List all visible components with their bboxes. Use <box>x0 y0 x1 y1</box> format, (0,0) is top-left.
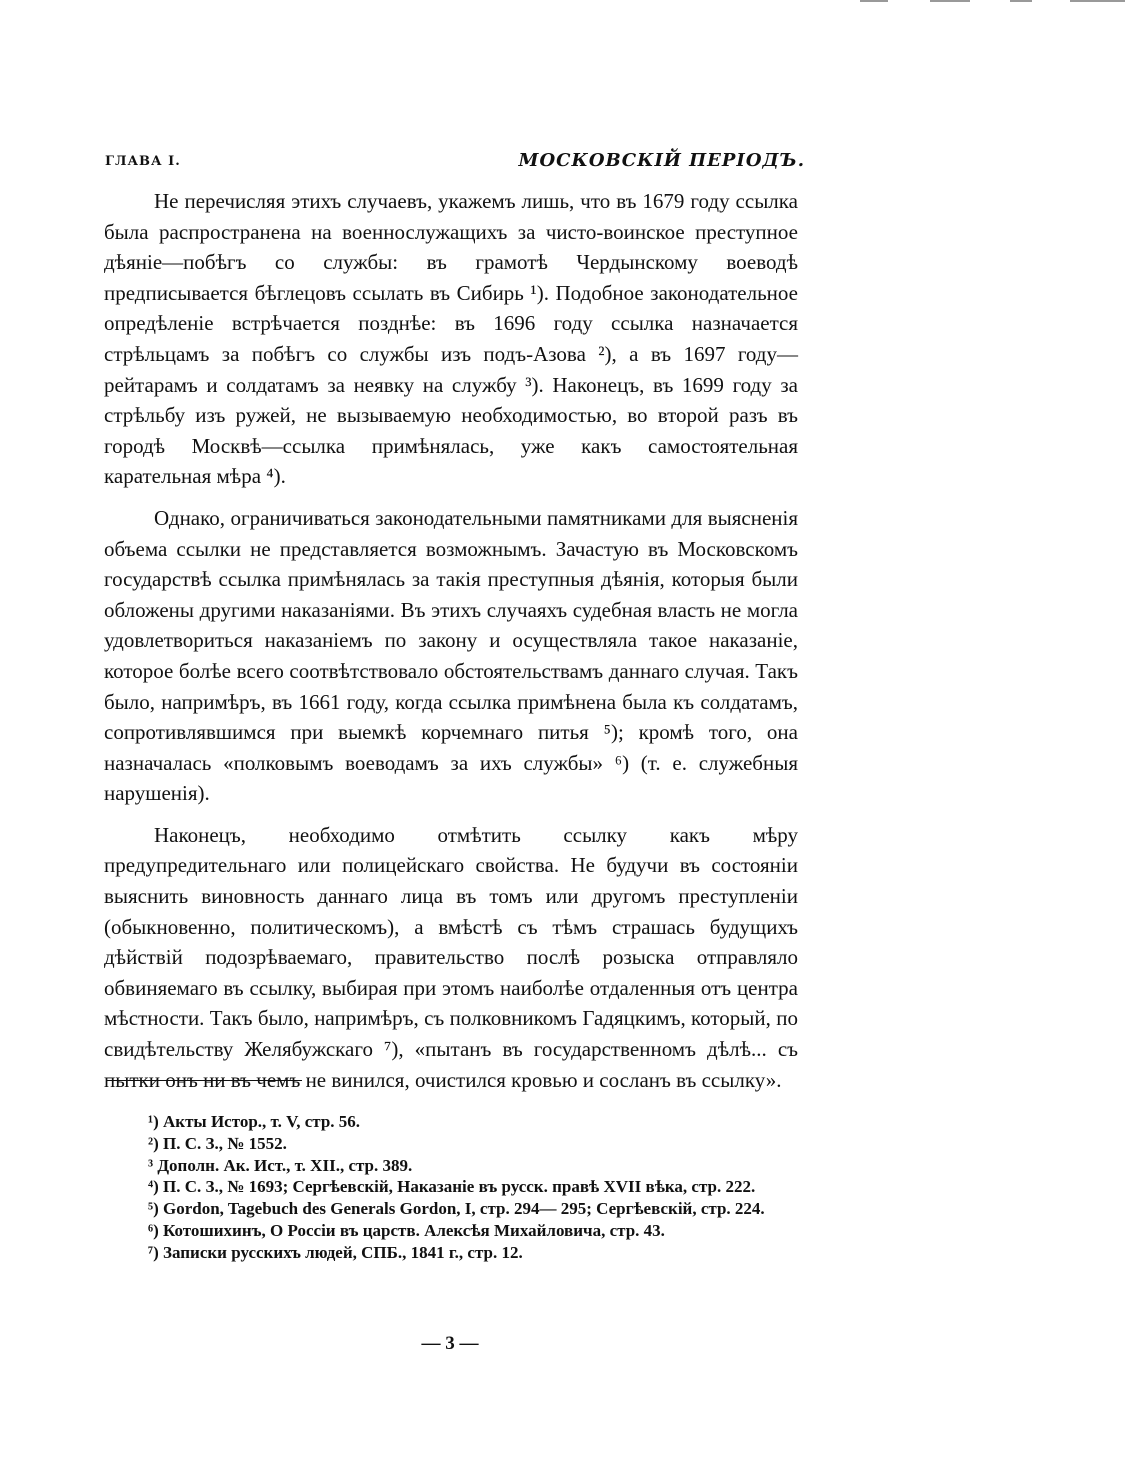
footnote-2: ²) П. С. З., № 1552. <box>148 1133 287 1153</box>
footnote-5: ⁵) Gordon, Tagebuch des Generals Gordon, I, стр. 294— 295; Сергѣевскій, стр. 224. <box>148 1199 765 1219</box>
footnote-7: ⁷) Записки русскихъ людей, СПБ., 1841 г., стр. 12. <box>148 1242 523 1262</box>
footnotes <box>104 1111 798 1264</box>
chapter-label: ГЛАВА I. <box>105 154 181 169</box>
footnote-1: ¹) Акты Истор., т. V, стр. 56. <box>148 1112 361 1131</box>
paragraph-2: Однако, ограничиваться законодательными памятниками для выясненія объема ссылки не представляется возможнымъ. Зачастую въ Московскомъ государствѣ ссылка примѣнялась за такія преступныя дѣянія, которыя были обложены другими наказаніями. Въ этихъ случаяхъ судебная власть не могла удовлетвориться наказаніемъ по закону и осуществляла такое наказаніе, которое болѣе всего соотвѣтствовало обстоятельствамъ даннаго случая. Такъ было, напримѣръ, въ 1661 году, когда ссылка примѣнена была къ солдатамъ, сопротивлявшимся при выемкѣ корчемнаго питья ⁵); кромѣ того, она назначалась «полковымъ воеводамъ за ихъ службы» ⁶) (т. е. служебныя нарушенія). <box>104 505 798 806</box>
scan-edge-marks <box>840 0 1140 6</box>
paragraph-1: Не перечисляя этихъ случаевъ, укажемъ лишь, что въ 1679 году ссылка была распространена на военнослужащихъ за чисто-воинское преступное дѣяніе—побѣгъ со службы: въ грамотѣ Чердынскому воеводѣ предписывается бѣглецовъ ссылать въ Сибирь ¹). Подобное законодательное опредѣленіе встрѣчается позднѣе: въ 1696 году ссылка назначается стрѣльцамъ за побѣгъ со службы изъ подъ-Азова ²), а въ 1697 году—рейтарамъ и солдатамъ за неявку на службу ³). Наконецъ, въ 1699 году за стрѣльбу изъ ружей, не вызываемую необходимостью, во второй разъ въ городѣ Москвѣ—ссылка примѣнялась, уже какъ самостоятельная карательная мѣра ⁴). <box>104 189 798 489</box>
footnote-separator <box>106 1080 302 1081</box>
section-title: МОСКОВСКІЙ ПЕРІОДЪ. <box>518 150 805 171</box>
running-header <box>105 150 805 178</box>
main-text <box>104 186 798 1095</box>
footnote-4: ⁴) П. С. З., № 1693; Сергѣевскій, Наказаніе въ русск. правѣ XVII вѣка, стр. 222. <box>148 1177 756 1197</box>
paragraph-3: Наконецъ, необходимо отмѣтить ссылку какъ мѣру предупредительнаго или полицейскаго свойства. Не будучи въ состояніи выяснить виновность даннаго лица въ томъ или другомъ преступленіи (обыкновенно, политическомъ), а вмѣстѣ съ тѣмъ страшась будущихъ дѣйствій подозрѣваемаго, правительство послѣ розыска отправляло обвиняемаго въ ссылку, выбирая при этомъ наиболѣе отдаленныя отъ центра мѣстности. Такъ было, напримѣръ, съ полковникомъ Гадяцкимъ, который, по свидѣтельству Желябужскаго ⁷), «пытанъ въ государственномъ дѣлѣ... съ пытки онъ ни въ чемъ не винился, очистился кровью и сосланъ въ ссылку». <box>104 822 798 1092</box>
page-number: — 3 — <box>421 1333 479 1354</box>
footnote-6: ⁶) Котошихинъ, О Россіи въ царств. Алексѣя Михайловича, стр. 43. <box>148 1220 665 1240</box>
footnote-3: ³ Дополн. Ак. Ист., т. XII., стр. 389. <box>148 1155 413 1175</box>
